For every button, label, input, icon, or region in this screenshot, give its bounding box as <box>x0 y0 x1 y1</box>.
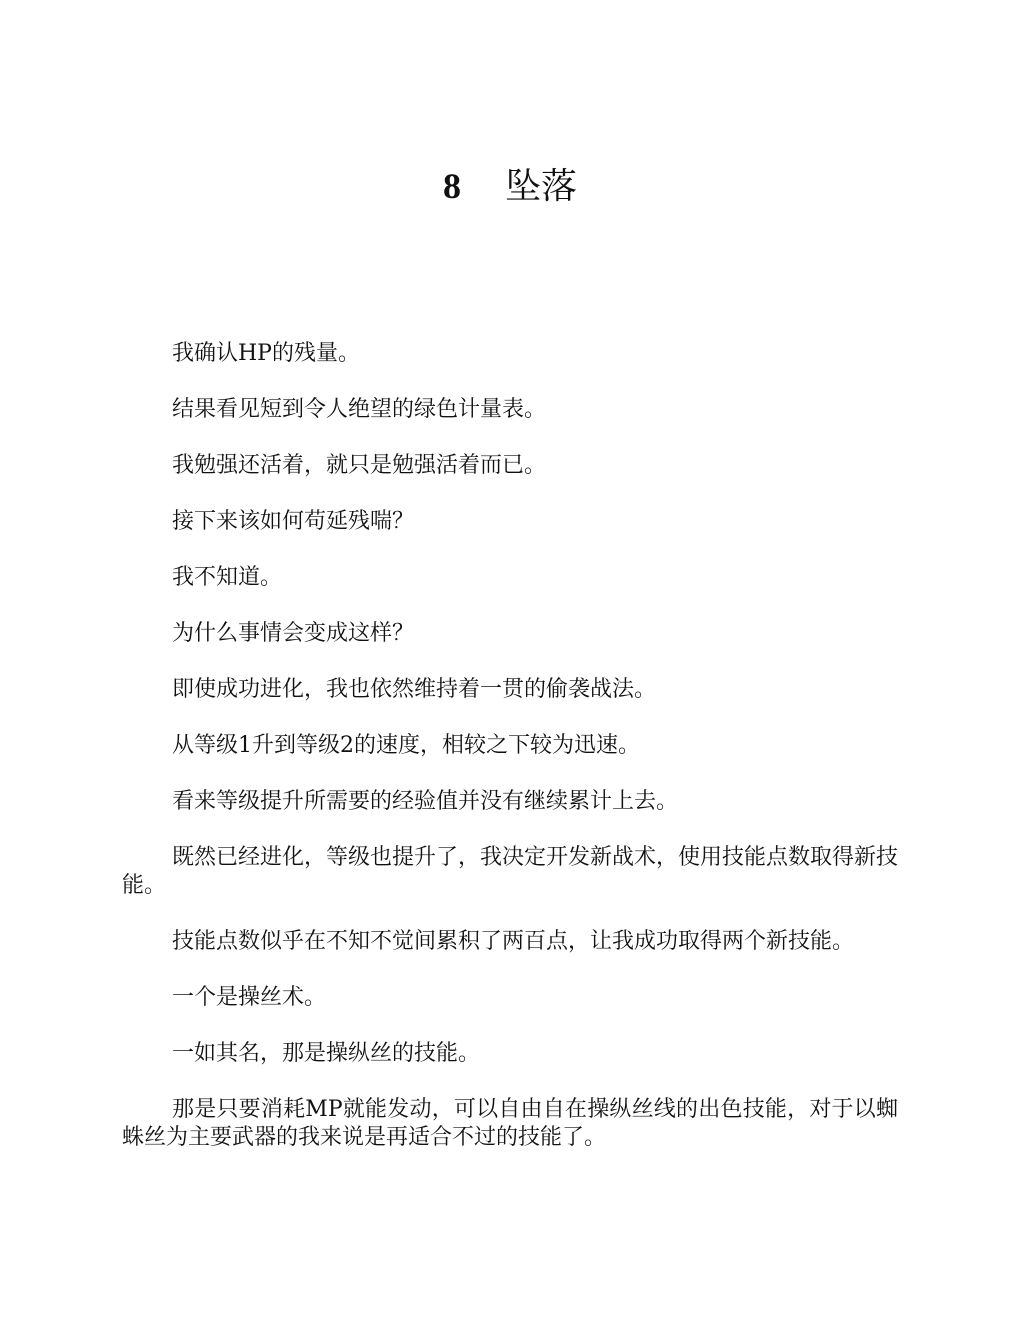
paragraph: 我确认HP的残量。 <box>172 341 360 366</box>
paragraph: 从等级1升到等级2的速度，相较之下较为迅速。 <box>172 733 640 758</box>
paragraph: 技能点数似乎在不知不觉间累积了两百点，让我成功取得两个新技能。 <box>172 929 855 954</box>
paragraph: 结果看见短到令人绝望的绿色计量表。 <box>172 397 547 422</box>
paragraph: 看来等级提升所需要的经验值并没有继续累计上去。 <box>172 789 679 814</box>
chapter-body <box>122 340 898 1180</box>
paragraph: 即使成功进化，我也依然维持着一贯的偷袭战法。 <box>172 677 657 702</box>
paragraph: 那是只要消耗MP就能发动，可以自由自在操纵丝线的出色技能，对于以蜘蛛丝为主要武器的我来说是再适合不过的技能了。 <box>122 1097 898 1150</box>
paragraph: 既然已经进化，等级也提升了，我决定开发新战术，使用技能点数取得新技能。 <box>122 845 899 898</box>
chapter-title: 坠落 <box>504 166 577 207</box>
chapter-number: 8 <box>442 166 461 206</box>
paragraph: 一如其名，那是操纵丝的技能。 <box>172 1041 481 1066</box>
paragraph: 一个是操丝术。 <box>172 985 327 1010</box>
chapter-heading <box>0 158 1020 215</box>
paragraph: 我勉强还活着，就只是勉强活着而已。 <box>172 453 547 478</box>
paragraph: 我不知道。 <box>172 565 283 590</box>
paragraph: 接下来该如何苟延残喘？ <box>172 509 415 534</box>
paragraph: 为什么事情会变成这样？ <box>172 621 415 646</box>
